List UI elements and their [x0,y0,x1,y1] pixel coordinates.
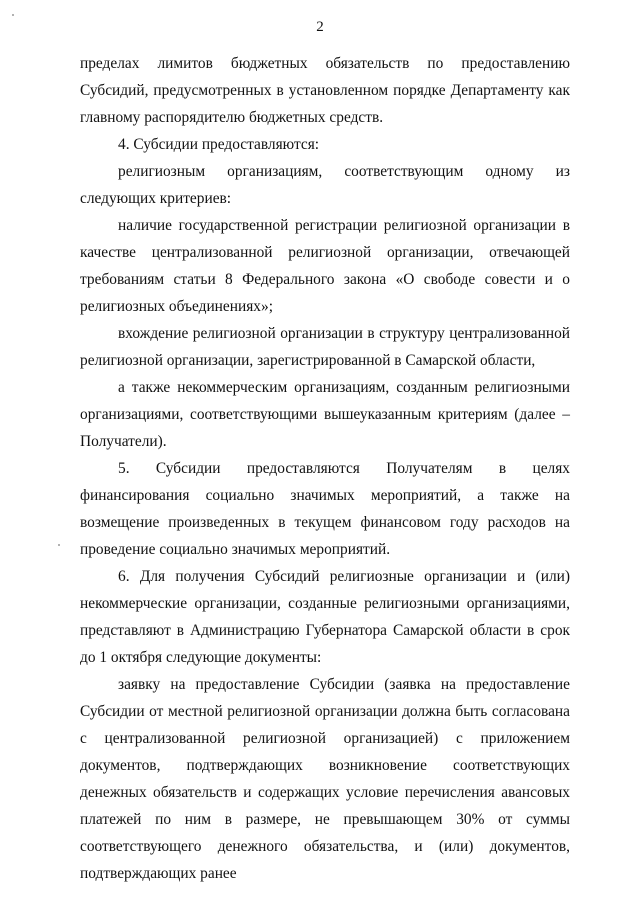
paragraph-5: 5. Субсидии предоставляются Получателям в целях финансирования социально значимых мероприятий, а также на возмещение произведенных в текущем финансовом году расходов на проведение социально значимых мероприятий. [80,460,570,558]
paragraph-4-recipients: религиозным организациям, соответствующим одному из следующих критериев: [80,163,570,207]
page-number: 2 [316,19,324,35]
paragraph-6: 6. Для получения Субсидий религиозные организации и (или) некоммерческие организации, созданные религиозными организациями, представляют в Администрацию Губернатора Самарской области в срок до 1 октября следующие документы: [80,568,570,666]
paragraph-6-application: заявку на предоставление Субсидии (заявка на предоставление Субсидии от местной религиозной организации должна быть согласована с централизованной религиозной организацией) с приложением документов, подтверждающих возникновение соответствующих денежных обязательств и содержащих условие перечисления авансовых платежей по ним в размере, не превышающем 30% от суммы соответствующего денежного обязательства, и (или) документов, подтверждающих ранее [80,676,570,882]
paragraph-4-criterion-registration: наличие государственной регистрации религиозной организации в качестве централизованной религиозной организации, отвечающей требованиям статьи 8 Федерального закона «О свободе совести и о религиозных объединениях»; [80,217,570,315]
paragraph-4-nonprofits: а также некоммерческим организациям, созданным религиозными организациями, соответствующими вышеуказанным критериям (далее – Получатели). [80,379,570,450]
scan-speck [58,544,60,546]
document-body [80,50,570,887]
paragraph-4-heading: 4. Субсидии предоставляются: [118,136,320,153]
scan-speck [12,14,14,16]
paragraph-continuation: пределах лимитов бюджетных обязательств по предоставлению Субсидий, предусмотренных в установленном порядке Департаменту как главному распорядителю бюджетных средств. [80,55,570,126]
paragraph-4-criterion-structure: вхождение религиозной организации в структуру централизованной религиозной организации, зарегистрированной в Самарской области, [80,325,570,369]
